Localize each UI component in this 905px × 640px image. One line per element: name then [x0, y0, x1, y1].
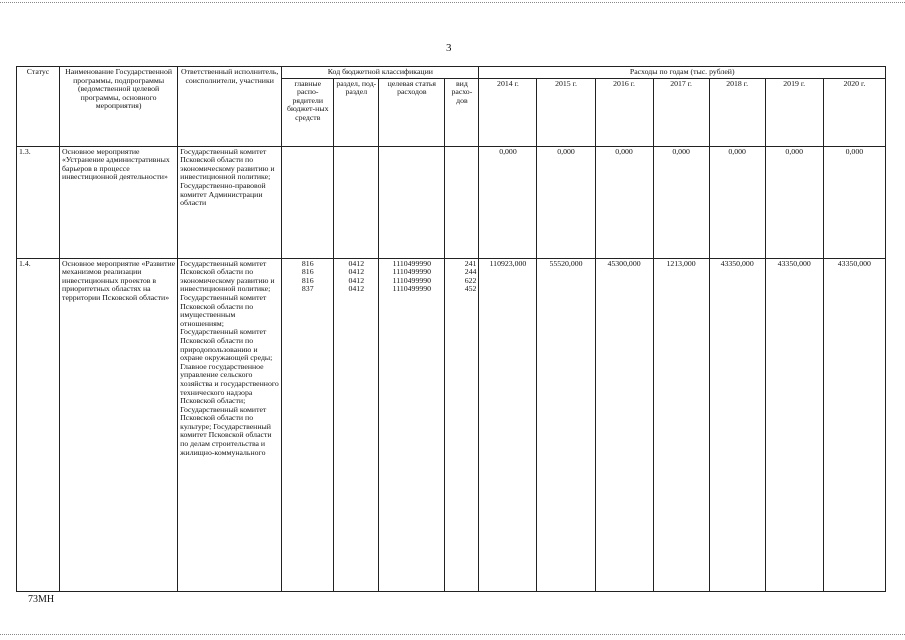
header-year-2020: 2020 г. — [823, 78, 885, 146]
header-status: Статус — [17, 67, 60, 147]
header-kind: вид расхо-дов — [445, 78, 479, 146]
row-target — [379, 146, 445, 258]
value-2015: 55520,000 — [537, 258, 595, 591]
kind-code: 241 — [464, 258, 477, 268]
value-2020: 0,000 — [823, 146, 885, 258]
header-budget-code: Код бюджетной классификации — [282, 67, 479, 79]
row-name: Основное мероприятие «Развитие механизмов реализации инвестиционных проектов в приоритетных областях на территории Псковской области» — [60, 258, 178, 591]
kind-code: 452 — [464, 284, 477, 294]
target-code: 1110499990 — [392, 267, 432, 277]
footer-code: 73МН — [28, 594, 55, 605]
value-2018: 0,000 — [709, 146, 765, 258]
grbs-code: 816 — [301, 275, 314, 285]
value-2016: 0,000 — [595, 146, 653, 258]
header-expenses: Расходы по годам (тыс. рублей) — [479, 67, 886, 79]
row-status: 1.3. — [17, 146, 60, 258]
value-2017: 1213,000 — [653, 258, 709, 591]
header-section: раздел, под-раздел — [334, 78, 379, 146]
value-2014: 110923,000 — [479, 258, 537, 591]
value-2020: 43350,000 — [823, 258, 885, 591]
grbs-code: 816 — [301, 267, 314, 277]
header-executor: Ответственный исполнитель, соисполнители, участники — [178, 67, 282, 147]
header-row-1 — [17, 67, 886, 79]
header-grbs: главные распо-рядители бюджет-ных средств — [282, 78, 334, 146]
grbs-code: 837 — [301, 284, 314, 294]
value-2017: 0,000 — [653, 146, 709, 258]
row-section — [334, 146, 379, 258]
section-code: 0412 — [348, 258, 365, 268]
header-name: Наименование Государственной программы, подпрограммы (ведомственной целевой программы, основного мероприятия) — [60, 67, 178, 147]
value-2015: 0,000 — [537, 146, 595, 258]
table-row — [17, 258, 886, 591]
page-number: 3 — [446, 42, 452, 54]
kind-code: 244 — [464, 267, 477, 277]
header-year-2014: 2014 г. — [479, 78, 537, 146]
row-grbs — [282, 146, 334, 258]
header-year-2015: 2015 г. — [537, 78, 595, 146]
header-year-2018: 2018 г. — [709, 78, 765, 146]
header-year-2017: 2017 г. — [653, 78, 709, 146]
target-code: 1110499990 — [392, 284, 432, 294]
bottom-border-line — [0, 634, 905, 635]
top-border-line — [0, 2, 905, 3]
value-2014: 0,000 — [479, 146, 537, 258]
row-kind-codes — [445, 258, 479, 591]
header-year-2019: 2019 г. — [765, 78, 823, 146]
budget-table — [16, 66, 886, 592]
value-2019: 43350,000 — [765, 258, 823, 591]
value-2016: 45300,000 — [595, 258, 653, 591]
row-name: Основное мероприятие «Устранение административных барьеров в процессе инвестиционной деятельности» — [60, 146, 178, 258]
row-target-codes — [379, 258, 445, 591]
row-section-codes — [334, 258, 379, 591]
target-code: 1110499990 — [392, 258, 432, 268]
section-code: 0412 — [348, 275, 365, 285]
target-code: 1110499990 — [392, 275, 432, 285]
row-kind — [445, 146, 479, 258]
value-2018: 43350,000 — [709, 258, 765, 591]
value-2019: 0,000 — [765, 146, 823, 258]
header-target: целевая статья расходов — [379, 78, 445, 146]
section-code: 0412 — [348, 267, 365, 277]
row-status: 1.4. — [17, 258, 60, 591]
header-year-2016: 2016 г. — [595, 78, 653, 146]
kind-code: 622 — [464, 275, 477, 285]
table-row — [17, 146, 886, 258]
grbs-code: 816 — [301, 258, 314, 268]
row-grbs-codes — [282, 258, 334, 591]
row-executor: Государственный комитет Псковской области по экономическому развитию и инвестиционной политике; Государственно-правовой комитет Администрации области — [178, 146, 282, 258]
row-executor: Государственный комитет Псковской области по экономическому развитию и инвестиционной политике; Государственный комитет Псковской области по имущественным отношениям; Государственный комитет Псковской области по природопользованию и охране окружающей среды; Главное государственное управление сельского хозяйства и государственного технического надзора Псковской области; Государственный комитет Псковской области по культуре; Государственный комитет Псковской области по делам строительства и жилищно-коммунального — [178, 258, 282, 591]
section-code: 0412 — [348, 284, 365, 294]
